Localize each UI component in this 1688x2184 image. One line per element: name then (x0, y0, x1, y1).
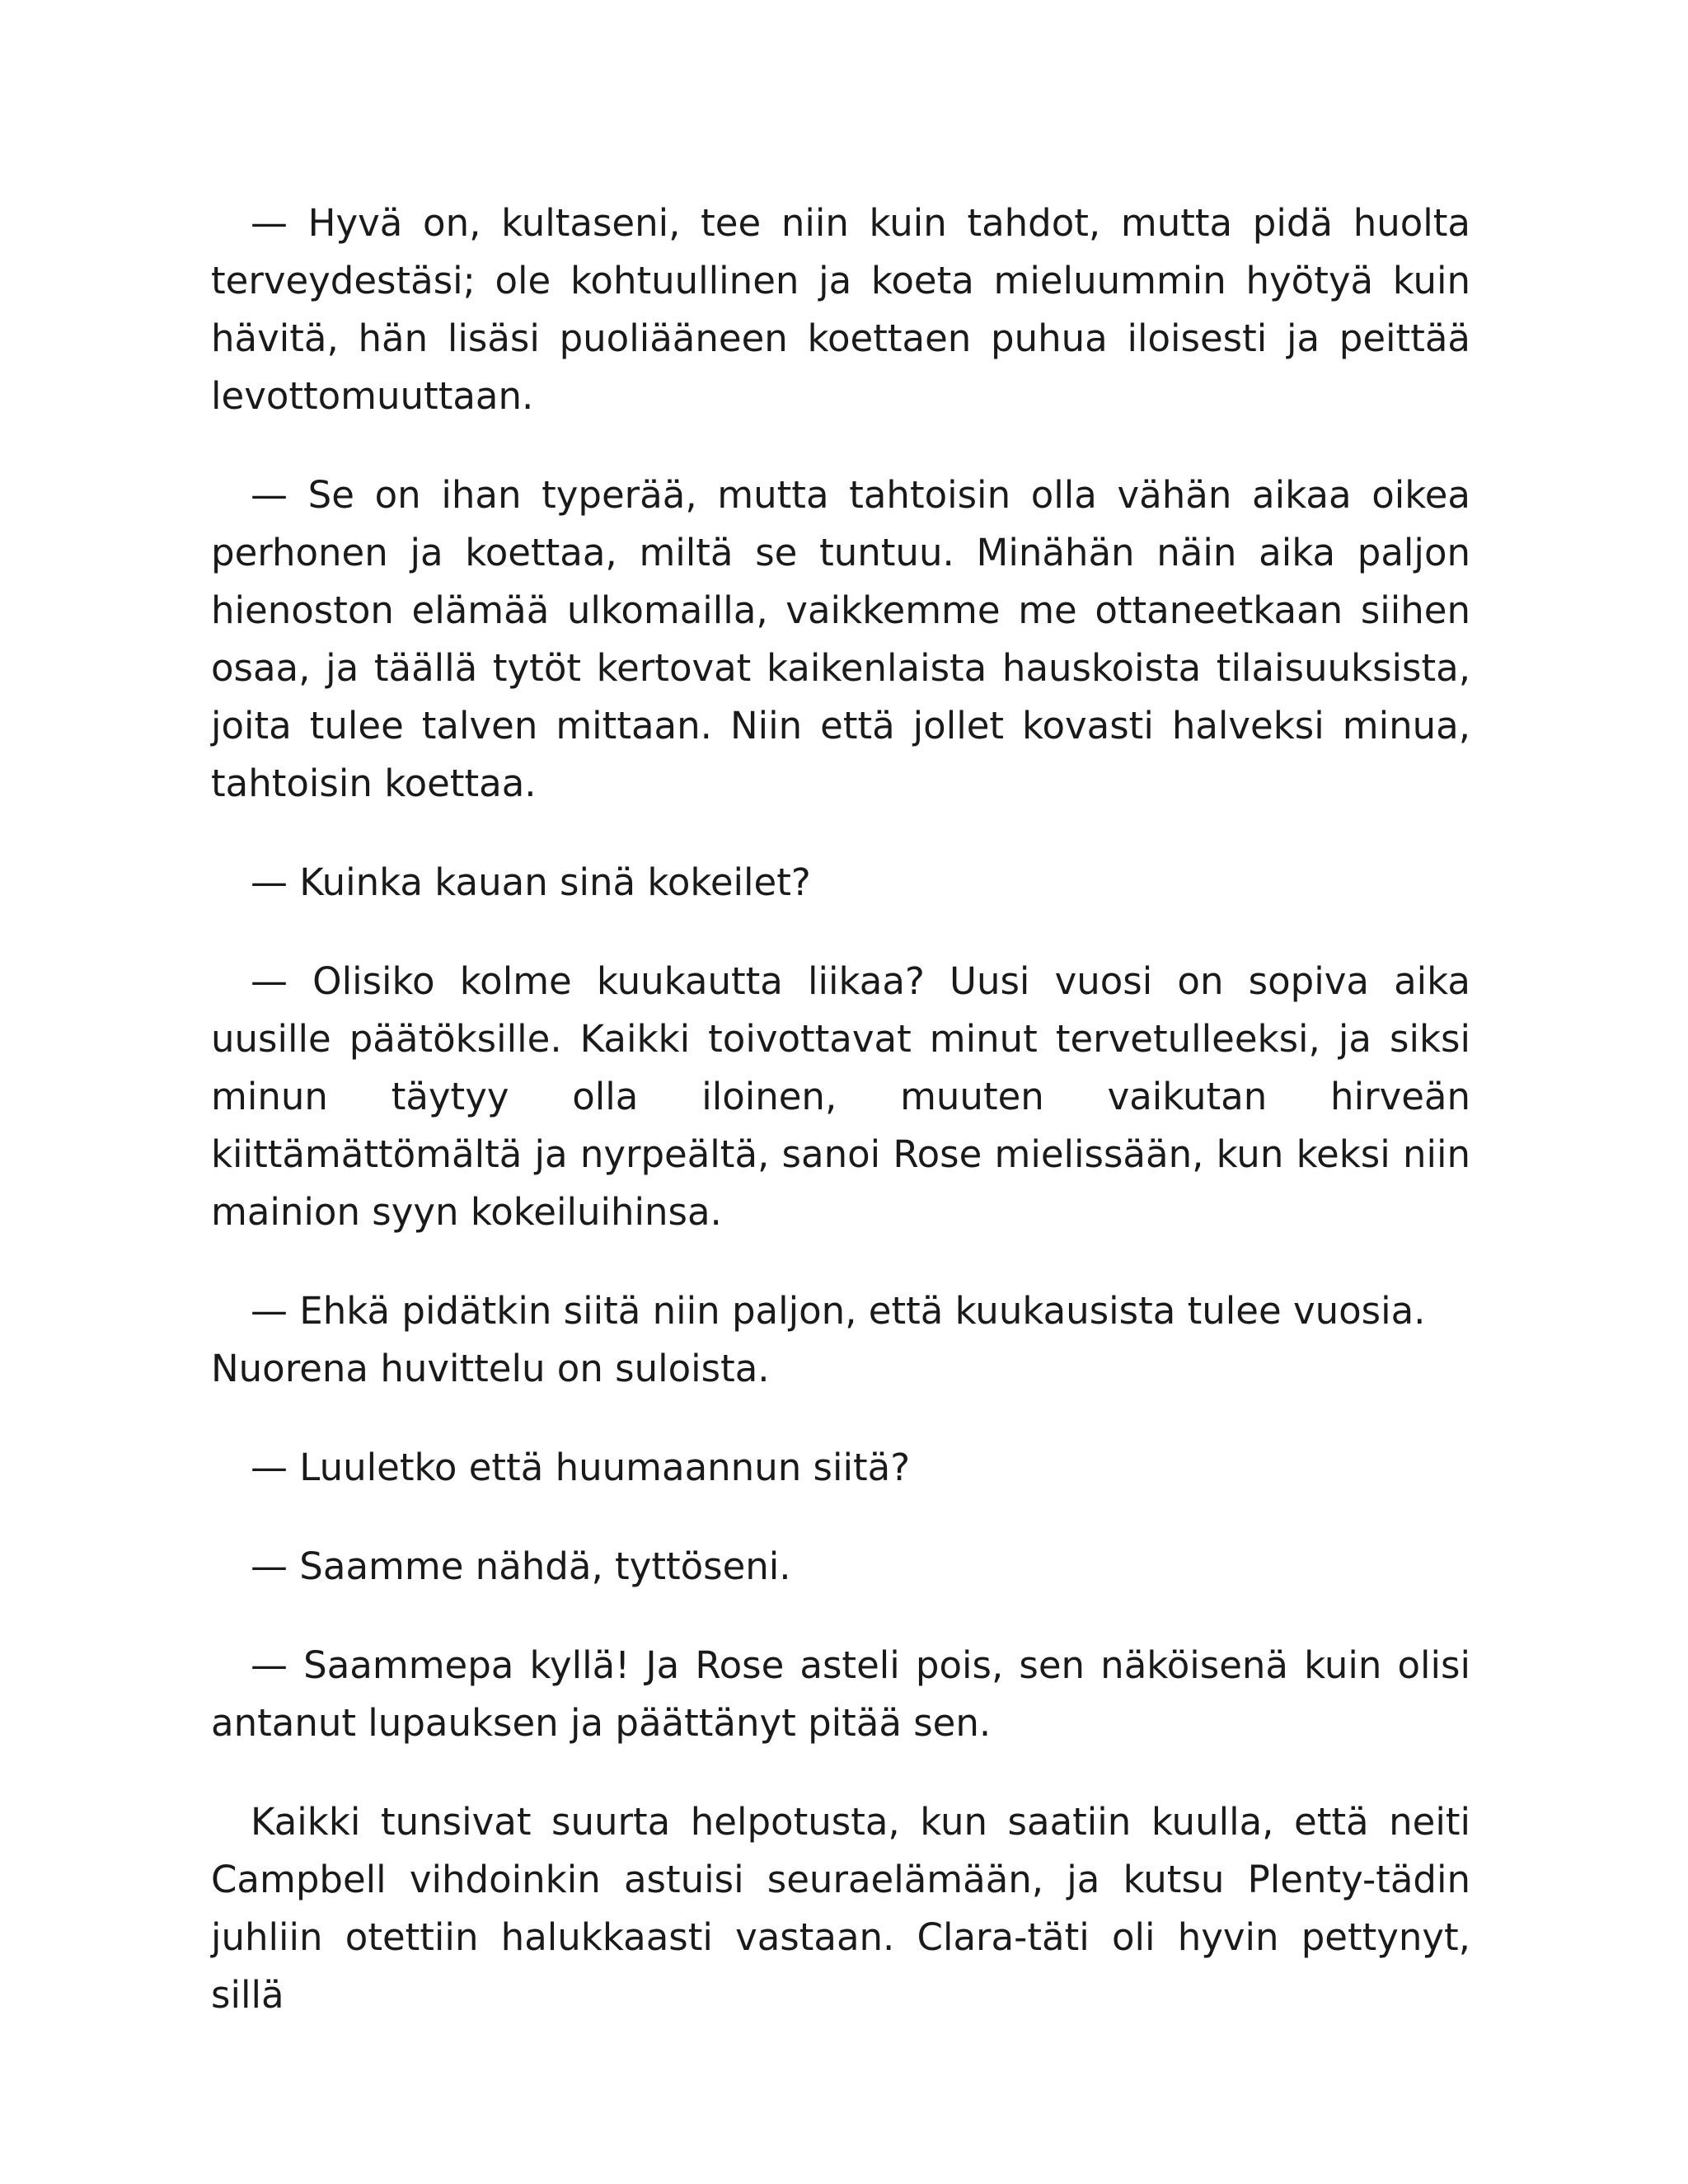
paragraph-9: Kaikki tunsivat suurta helpotusta, kun saatiin kuulla, että neiti Campbell vihdoinkin astuisi seuraelämään, ja kutsu Plenty-tädin juhliin otettiin halukkaasti vastaan. Clara-täti oli hyvin pettynyt, sillä (211, 1800, 1470, 2017)
paragraph-4: — Olisiko kolme kuukautta liikaa? Uusi vuosi on sopiva aika uusille päätöksille. Kaikki toivottavat minut tervetulleeksi, ja siksi minun täytyy olla iloinen, muuten vaikutan hirveän kiittämättömältä ja nyrpeältä, sanoi Rose mielissään, kun keksi niin mainion syyn kokeiluihinsa. (211, 959, 1470, 1234)
paragraph-1: — Hyvä on, kultaseni, tee niin kuin tahdot, mutta pidä huolta terveydestäsi; ole kohtuullinen ja koeta mieluummin hyötyä kuin hävitä, hän lisäsi puoliääneen koettaen puhua iloisesti ja peittää levottomuuttaan. (211, 201, 1470, 418)
paragraph-7: — Saamme nähdä, tyttöseni. (251, 1544, 791, 1588)
text-column (211, 194, 1470, 2024)
paragraph-2: — Se on ihan typerää, mutta tahtoisin olla vähän aikaa oikea perhonen ja koettaa, miltä se tuntuu. Minähän näin aika paljon hienoston elämää ulkomailla, vaikkemme me ottaneetkaan siihen osaa, ja täällä tytöt kertovat kaikenlaista hauskoista tilaisuuksista, joita tulee talven mittaan. Niin että jollet kovasti halveksi minua, tahtoisin koettaa. (211, 473, 1470, 805)
paragraph-6: — Luuletko että huumaannun siitä? (251, 1446, 911, 1489)
paragraph-3: — Kuinka kauan sinä kokeilet? (251, 860, 811, 904)
paragraph-5: — Ehkä pidätkin siitä niin paljon, että kuukausista tulee vuosia. Nuorena huvittelu on suloista. (211, 1289, 1426, 1390)
paragraph-8: — Saammepa kyllä! Ja Rose asteli pois, sen näköisenä kuin olisi antanut lupauksen ja päättänyt pitää sen. (211, 1643, 1470, 1745)
